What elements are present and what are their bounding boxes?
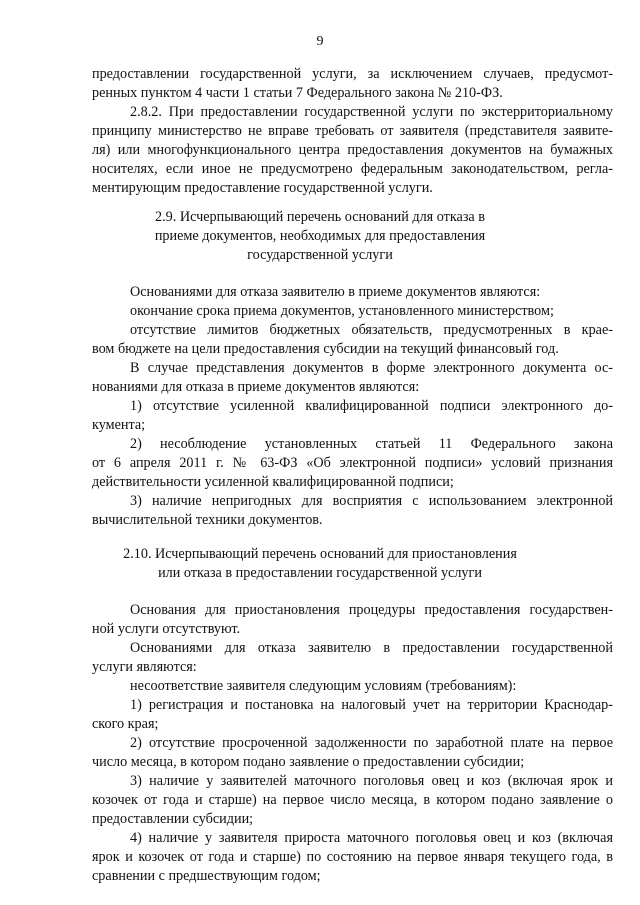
text-line: услуги являются:	[92, 659, 197, 675]
section-heading: государственной услуги	[247, 247, 393, 263]
page-number: 9	[316, 34, 324, 49]
text-line: действительности усиленной квалифицированной подписи;	[92, 474, 454, 490]
text-line: 1) отсутствие усиленной квалифицированной подписи электронного до-	[130, 398, 613, 414]
text-line: отсутствие лимитов бюджетных обязательств, предусмотренных в крае-	[130, 322, 613, 338]
section-heading: 2.9. Исчерпывающий перечень оснований для отказа в	[155, 209, 485, 225]
text-line: нованиями для отказа в приеме документов являются:	[92, 379, 420, 395]
list-item: 1) регистрация и постановка на налоговый учет на территории Краснодар-	[130, 697, 613, 713]
section-heading: приеме документов, необходимых для предоставления	[154, 228, 486, 244]
text-line: 3) наличие непригодных для восприятия с использованием электронной	[130, 493, 613, 509]
text-line: 2.8.2. При предоставлении государственной услуги по экстерриториальному	[130, 104, 613, 120]
list-item: 3) наличие у заявителей маточного поголовья овец и коз (включая ярок и	[130, 773, 613, 789]
text-line: 2) несоблюдение установленных статьей 11 Федерального закона	[130, 436, 613, 452]
text-line: ля) или многофункционального центра предоставления документов на бумажных	[92, 142, 613, 158]
section-heading: 2.10. Исчерпывающий перечень оснований для приостановления	[123, 546, 517, 562]
text-line: В случае представления документов в форме электронного документа ос-	[130, 360, 613, 376]
text-line: принципу министерство не вправе требовать от заявителя (представителя заявите-	[92, 123, 613, 139]
text-line: носителях, если иное не предусмотрено федеральным законодательством, регла-	[92, 161, 613, 177]
text-line: ной услуги отсутствуют.	[92, 621, 241, 637]
text-line: кумента;	[92, 417, 146, 433]
list-item: 4) наличие у заявителя прироста маточного поголовья овец и коз (включая	[130, 830, 613, 846]
text-line: окончание срока приема документов, установленного министерством;	[130, 303, 554, 319]
text-line: ярок и козочек от года и старше) по состоянию на первое января текущего года, в	[92, 849, 613, 865]
text-line: козочек от года и старше) на первое число месяца, в котором подано заявление о	[92, 792, 613, 808]
text-line: предоставлении субсидии;	[92, 811, 254, 827]
text-line: Основания для приостановления процедуры предоставления государствен-	[130, 602, 613, 618]
text-line: число месяца, в котором подано заявление о предоставлении субсидии;	[92, 754, 525, 770]
section-heading: или отказа в предоставлении государственной услуги	[158, 565, 482, 581]
list-item: 2) отсутствие просроченной задолженности по заработной плате на первое	[130, 735, 613, 751]
text-line: ментирующим предоставление государственной услуги.	[92, 180, 433, 196]
text-line: от 6 апреля 2011 г. № 63-ФЗ «Об электронной подписи» условий признания	[92, 455, 613, 471]
text-line: Основаниями для отказа заявителю в приеме документов являются:	[130, 284, 541, 300]
text-line: несоответствие заявителя следующим условиям (требованиям):	[130, 678, 517, 694]
text-line: ренных пунктом 4 части 1 статьи 7 Федерального закона № 210-ФЗ.	[92, 85, 503, 101]
text-line: вычислительной техники документов.	[92, 512, 323, 528]
text-line: Основаниями для отказа заявителю в предоставлении государственной	[130, 640, 613, 656]
text-line: вом бюджете на цели предоставления субсидии на текущий финансовый год.	[92, 341, 559, 357]
text-line: ского края;	[92, 716, 159, 732]
text-line: сравнении с предшествующим годом;	[92, 868, 321, 884]
text-line: предоставлении государственной услуги, за исключением случаев, предусмот-	[92, 66, 613, 82]
